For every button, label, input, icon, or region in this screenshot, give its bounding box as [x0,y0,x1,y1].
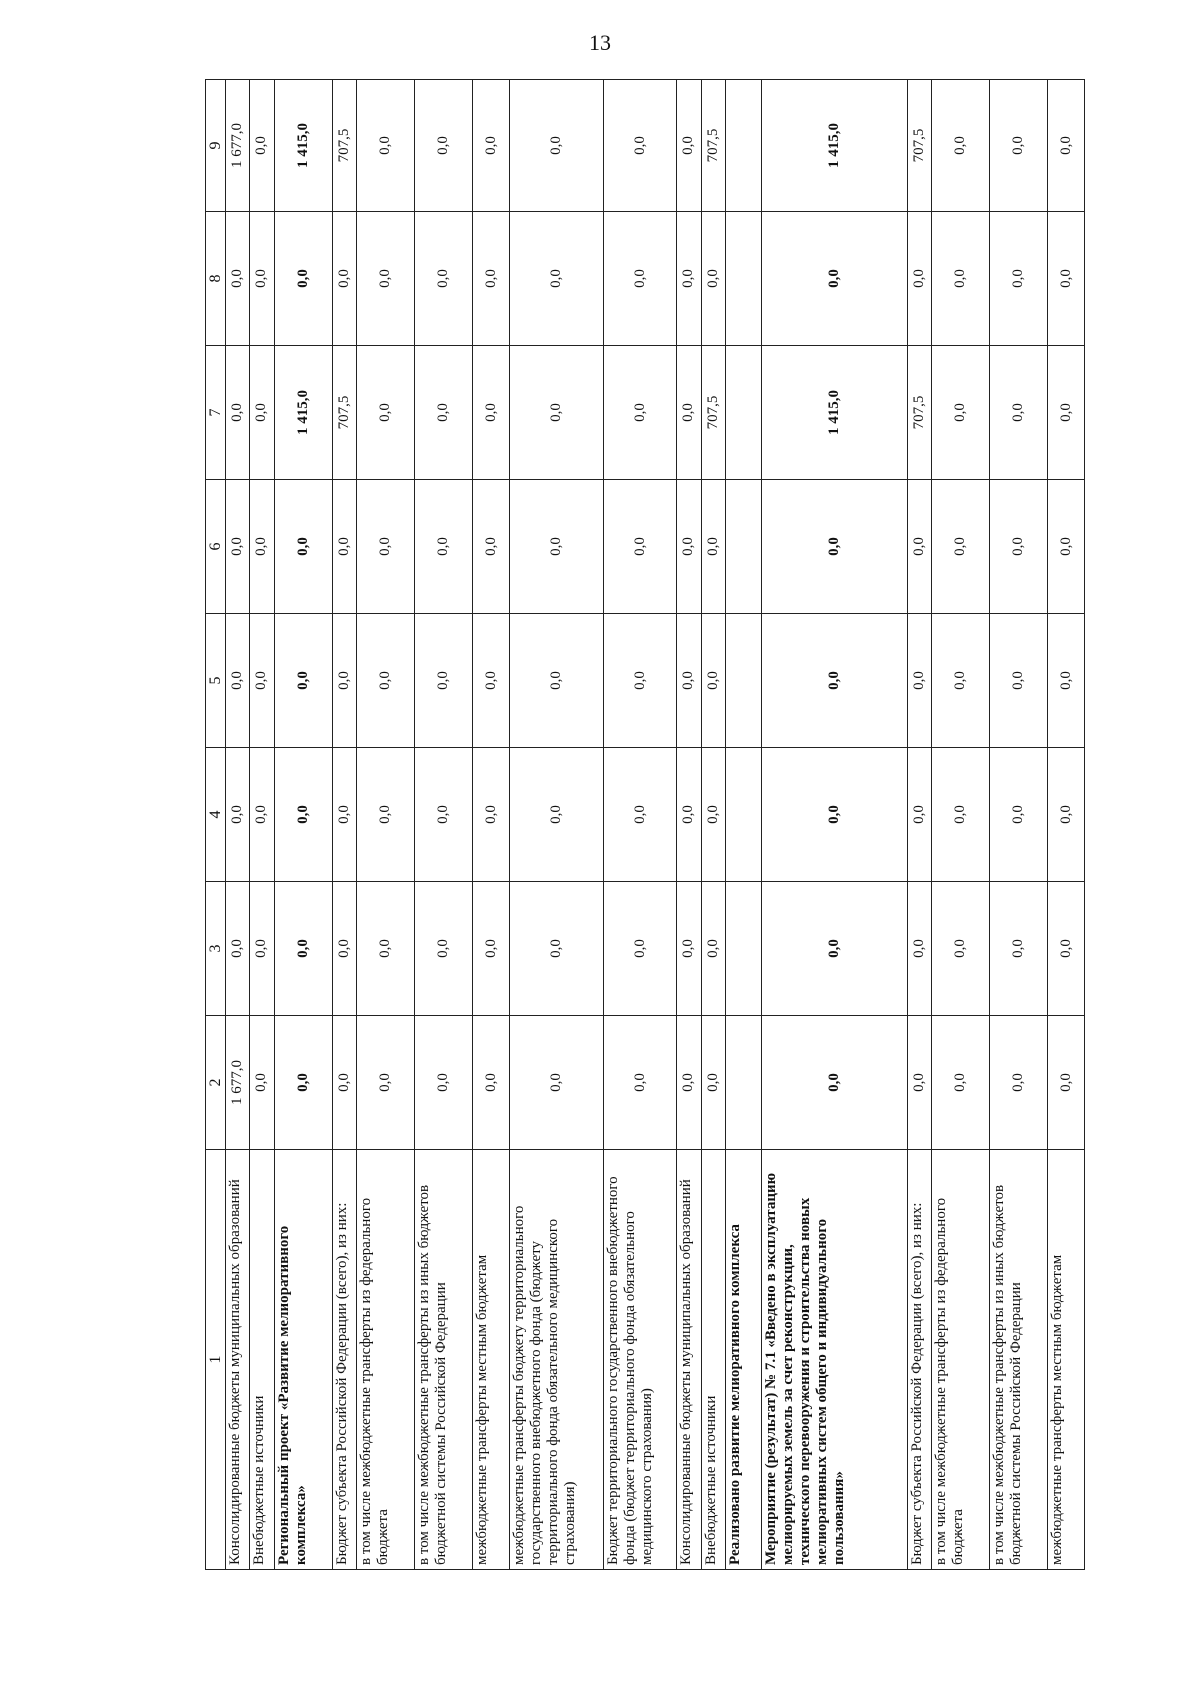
value-cell: 0,0 [250,1016,274,1150]
value-cell: 0,0 [1048,1016,1085,1150]
value-cell: 0,0 [1048,80,1085,212]
value-cell: 707,5 [701,80,725,212]
value-cell: 0,0 [332,882,356,1016]
value-cell: 0,0 [274,614,332,748]
value-cell: 0,0 [701,212,725,346]
value-cell: 0,0 [415,1016,473,1150]
table-row [990,80,1048,1570]
row-label: Внебюджетные источники [250,1150,274,1570]
value-cell: 0,0 [226,480,250,614]
value-cell: 0,0 [990,1016,1048,1150]
value-cell [725,346,761,480]
col-header: 5 [206,614,226,748]
value-cell: 0,0 [762,882,908,1016]
value-cell: 1 415,0 [762,346,908,480]
value-cell: 0,0 [250,882,274,1016]
value-cell [725,882,761,1016]
value-cell: 0,0 [1048,614,1085,748]
value-cell: 0,0 [762,1016,908,1150]
value-cell [725,1016,761,1150]
row-label: в том числе межбюджетные трансферты из иных бюджетов бюджетной системы Российской Федерации [415,1150,473,1570]
value-cell [725,748,761,882]
value-cell: 0,0 [701,614,725,748]
value-cell: 0,0 [250,480,274,614]
value-cell: 1 677,0 [226,1016,250,1150]
value-cell: 0,0 [415,882,473,1016]
value-cell: 0,0 [677,480,701,614]
col-header: 2 [206,1016,226,1150]
value-cell: 0,0 [332,614,356,748]
col-header: 1 [206,1150,226,1570]
value-cell: 0,0 [473,480,509,614]
value-cell: 0,0 [677,212,701,346]
header-row [206,80,226,1570]
value-cell: 0,0 [931,1016,989,1150]
value-cell: 0,0 [473,882,509,1016]
value-cell: 0,0 [356,80,414,212]
value-cell: 0,0 [473,80,509,212]
value-cell: 0,0 [356,614,414,748]
value-cell: 0,0 [1048,212,1085,346]
row-label: межбюджетные трансферты местным бюджетам [473,1150,509,1570]
value-cell: 0,0 [226,748,250,882]
table-row [226,80,250,1570]
value-cell: 0,0 [762,748,908,882]
value-cell: 0,0 [677,748,701,882]
value-cell: 0,0 [250,212,274,346]
value-cell: 0,0 [274,1016,332,1150]
value-cell: 0,0 [604,1016,677,1150]
value-cell: 0,0 [907,212,931,346]
value-cell: 0,0 [907,614,931,748]
value-cell: 0,0 [762,212,908,346]
value-cell: 0,0 [415,212,473,346]
value-cell [725,480,761,614]
col-header: 4 [206,748,226,882]
value-cell: 0,0 [274,480,332,614]
row-label: Внебюджетные источники [701,1150,725,1570]
value-cell: 0,0 [931,346,989,480]
row-label: в том числе межбюджетные трансферты из федерального бюджета [931,1150,989,1570]
value-cell: 0,0 [250,346,274,480]
value-cell: 0,0 [509,212,604,346]
value-cell: 0,0 [907,882,931,1016]
value-cell: 0,0 [415,748,473,882]
value-cell: 0,0 [415,614,473,748]
value-cell: 0,0 [604,882,677,1016]
value-cell: 0,0 [226,614,250,748]
value-cell: 0,0 [990,614,1048,748]
value-cell: 0,0 [509,80,604,212]
value-cell: 0,0 [226,212,250,346]
value-cell: 0,0 [332,1016,356,1150]
value-cell: 0,0 [250,614,274,748]
table-row [762,80,908,1570]
page-number: 13 [589,30,611,55]
value-cell: 0,0 [332,748,356,882]
value-cell: 0,0 [931,614,989,748]
value-cell: 1 415,0 [762,80,908,212]
value-cell: 0,0 [226,882,250,1016]
value-cell [725,212,761,346]
value-cell: 0,0 [990,80,1048,212]
table-row [725,80,761,1570]
value-cell: 0,0 [332,480,356,614]
row-label: Бюджет территориального государственного внебюджетного фонда (бюджет территориального фонда обязательного медицинского страхования) [604,1150,677,1570]
value-cell: 0,0 [356,346,414,480]
table-row [677,80,701,1570]
row-label: Бюджет субъекта Российской Федерации (всего), из них: [332,1150,356,1570]
value-cell: 0,0 [1048,346,1085,480]
value-cell: 0,0 [907,748,931,882]
table-container [205,80,1085,1570]
table-row [415,80,473,1570]
value-cell: 0,0 [274,748,332,882]
value-cell: 0,0 [415,346,473,480]
table-row [701,80,725,1570]
table-row [1048,80,1085,1570]
value-cell [725,80,761,212]
value-cell: 0,0 [762,480,908,614]
value-cell: 0,0 [274,882,332,1016]
value-cell: 0,0 [604,212,677,346]
col-header: 6 [206,480,226,614]
value-cell: 0,0 [274,212,332,346]
value-cell: 0,0 [701,748,725,882]
value-cell: 0,0 [990,346,1048,480]
value-cell: 707,5 [332,346,356,480]
value-cell: 0,0 [907,1016,931,1150]
rotated-table-frame [205,80,1085,1570]
value-cell: 0,0 [250,748,274,882]
value-cell: 0,0 [415,480,473,614]
value-cell: 0,0 [509,882,604,1016]
value-cell: 0,0 [415,80,473,212]
row-label: в том числе межбюджетные трансферты из федерального бюджета [356,1150,414,1570]
value-cell: 707,5 [907,80,931,212]
col-header: 7 [206,346,226,480]
value-cell: 0,0 [931,480,989,614]
table-row [473,80,509,1570]
value-cell: 0,0 [990,480,1048,614]
row-label: Реализовано развитие мелиоративного комплекса [725,1150,761,1570]
value-cell: 0,0 [473,1016,509,1150]
table-row [250,80,274,1570]
value-cell: 0,0 [509,614,604,748]
col-header: 8 [206,212,226,346]
value-cell: 0,0 [356,480,414,614]
value-cell: 1 677,0 [226,80,250,212]
table-row [356,80,414,1570]
value-cell: 0,0 [1048,480,1085,614]
table-row [509,80,604,1570]
table-row [907,80,931,1570]
col-header: 9 [206,80,226,212]
row-label: Консолидированные бюджеты муниципальных образований [677,1150,701,1570]
table-row [332,80,356,1570]
value-cell: 0,0 [1048,748,1085,882]
value-cell: 0,0 [473,346,509,480]
col-header: 3 [206,882,226,1016]
value-cell: 0,0 [604,480,677,614]
value-cell: 0,0 [356,212,414,346]
row-label: Консолидированные бюджеты муниципальных образований [226,1150,250,1570]
value-cell: 0,0 [226,346,250,480]
value-cell: 0,0 [931,212,989,346]
table-row [604,80,677,1570]
value-cell: 0,0 [701,480,725,614]
value-cell: 0,0 [509,480,604,614]
value-cell: 0,0 [509,748,604,882]
row-label: межбюджетные трансферты местным бюджетам [1048,1150,1085,1570]
value-cell: 0,0 [509,346,604,480]
value-cell: 1 415,0 [274,346,332,480]
value-cell: 0,0 [762,614,908,748]
row-label: Бюджет субъекта Российской Федерации (всего), из них: [907,1150,931,1570]
value-cell: 707,5 [907,346,931,480]
value-cell: 0,0 [473,748,509,882]
value-cell: 0,0 [356,748,414,882]
value-cell: 1 415,0 [274,80,332,212]
table-row [274,80,332,1570]
value-cell: 0,0 [473,614,509,748]
value-cell: 0,0 [509,1016,604,1150]
value-cell: 0,0 [677,346,701,480]
value-cell: 0,0 [931,80,989,212]
value-cell: 0,0 [931,748,989,882]
value-cell: 707,5 [701,346,725,480]
value-cell: 0,0 [677,614,701,748]
value-cell: 0,0 [604,614,677,748]
value-cell: 0,0 [701,882,725,1016]
row-label: Региональный проект «Развитие мелиоративного комплекса» [274,1150,332,1570]
row-label: межбюджетные трансферты бюджету территориального государственного внебюджетного фонда (бюджету территориального фонда обязательного медицинского страхования) [509,1150,604,1570]
value-cell: 0,0 [604,80,677,212]
value-cell: 0,0 [604,346,677,480]
value-cell: 0,0 [677,80,701,212]
value-cell: 0,0 [677,882,701,1016]
value-cell: 0,0 [332,212,356,346]
value-cell: 0,0 [931,882,989,1016]
row-label: Мероприятие (результат) № 7.1 «Введено в эксплуатацию мелиорируемых земель за счет реконструкции, технического перевооружения и строительства новых мелиоративных систем общего и индивидуального пользования» [762,1150,908,1570]
value-cell [725,614,761,748]
value-cell: 0,0 [907,480,931,614]
row-label: в том числе межбюджетные трансферты из иных бюджетов бюджетной системы Российской Федерации [990,1150,1048,1570]
value-cell: 0,0 [356,1016,414,1150]
value-cell: 0,0 [990,882,1048,1016]
value-cell: 0,0 [356,882,414,1016]
value-cell: 0,0 [250,80,274,212]
value-cell: 0,0 [677,1016,701,1150]
value-cell: 0,0 [604,748,677,882]
value-cell: 0,0 [701,1016,725,1150]
value-cell: 0,0 [990,748,1048,882]
budget-table [205,79,1085,1570]
value-cell: 0,0 [473,212,509,346]
value-cell: 0,0 [1048,882,1085,1016]
value-cell: 0,0 [990,212,1048,346]
value-cell: 707,5 [332,80,356,212]
table-row [931,80,989,1570]
